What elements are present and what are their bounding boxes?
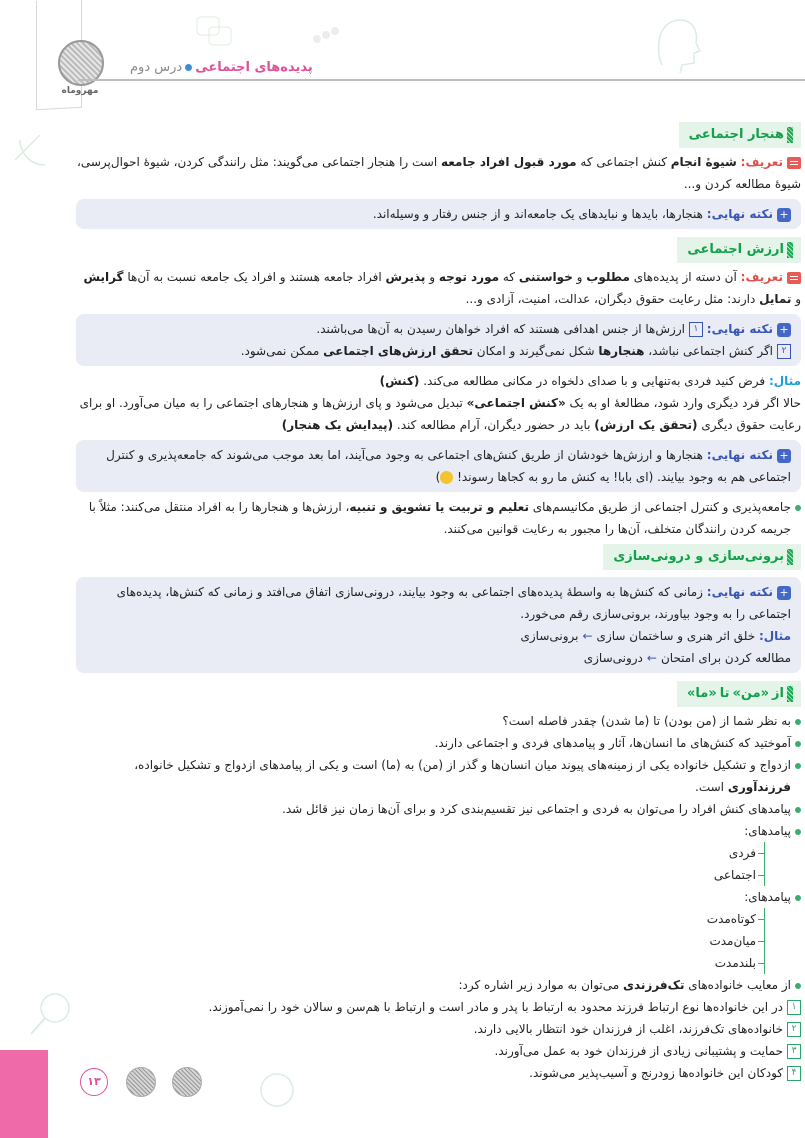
example-row [86,647,791,669]
note-item [86,318,791,340]
text-span: هنجار اجتماعی [688,127,784,142]
magnifier-icon [25,990,75,1040]
drawback-item [76,1018,801,1040]
sad-face-icon [440,471,453,484]
text-span: که [499,270,519,284]
note-plus-icon: + [777,586,791,600]
bullet-item [76,732,801,754]
section-bar-icon [787,549,793,565]
bullet-consequences-type [76,820,801,842]
definition-norm [76,151,801,195]
text-span: تمایل [759,292,792,306]
drawback-item [76,1040,801,1062]
note-plus-icon: + [777,449,791,463]
bullet-consequences-time [76,886,801,908]
text-span: و [572,270,587,284]
bullet-socialization [76,496,801,540]
page-content [76,118,801,1084]
number-badge: ۲ [787,1022,801,1037]
section-bar-icon [787,686,793,702]
text-span: از معایب خانواده‌های [684,978,791,992]
text-span: خلق اثر هنری و ساختمان سازی [596,629,756,643]
text-span: ممکن نمی‌شود. [240,344,324,358]
text-span: تعریف: [740,155,783,169]
example-value-continued [76,392,801,436]
text-span: ) [435,470,441,484]
lesson-label: درس دوم [130,60,183,75]
text-span: ارزش اجتماعی [687,242,784,257]
text-span: برونی‌سازی [520,629,579,643]
bullet-item [76,710,801,732]
hatched-circle-icon [172,1067,202,1097]
bullet-item [76,798,801,820]
text-span: تعریف: [740,270,783,284]
page-edge-tab [0,1050,48,1138]
text-span: هنجارها [598,344,645,358]
text-span: تبدیل می‌شود و پای ارزش‌ها و هنجارهای اجتماعی را به میان می‌آورد. او برای رعایت حقوق دیگری [79,396,801,432]
text-span: «کنش اجتماعی» [466,396,566,410]
number-badge: ۳ [787,1044,801,1059]
text-span: هنجارها و ارزش‌ها خودشان از طریق کنش‌های اجتماعی به وجود می‌آیند، اما بعد موجب می‌شوند که جامعه‌پذیری و کنترل اجتماعی هم به وجود بیایند. (ای بابا! یه کنش ما رو به کجاها رسوند! [106,448,791,484]
text-span: مثال: [768,374,801,388]
example-row [86,625,791,647]
text-span: اگر کنش اجتماعی نباشد، [644,344,773,358]
text-span: است را هنجار اجتماعی می‌گویند: مثل رانندگی کردن، شیوهٔ احوال‌پرسی، شیوهٔ مطالعه کردن و... [76,155,801,191]
text-span: از [772,686,784,701]
text-span: مورد قبول افراد جامعه [441,155,577,169]
number-badge: ۱ [787,1000,801,1015]
text-span: باید در حضور دیگران، آرام مطالعه کند. [393,418,595,432]
final-note-value-2 [76,440,801,492]
drawback-item [76,996,801,1018]
note-item [86,340,791,362]
definition-icon [787,272,801,284]
text-span: فرض کنید فردی به‌تنهایی و با صدای دلخواه در مکانی مطالعه می‌کند. [419,374,766,388]
text-span: می‌توان به موارد زیر اشاره کرد: [458,978,623,992]
speech-bubbles-icon [195,15,235,51]
text-span: آن دسته از پدیده‌های [629,270,737,284]
text-span: حمایت و پشتیبانی زیادی از فرزندان خود به عمل می‌آورند. [494,1044,783,1058]
tree-item: میان‌مدت [676,930,756,952]
header-divider [78,79,805,81]
text-span: پیامدهای: [744,890,791,904]
tree-item: اجتماعی [676,864,756,886]
text-span: است. [695,780,728,794]
text-span: ، ارزش‌ها و هنجارها را به افراد منتقل می‌کنند: مثلاً با جریمه کردن رانندگان متخلف، آن‌ها را مجبور به رعایت قوانین می‌کنند. [88,500,791,536]
example-value [76,370,801,392]
text-span: خانواده‌های تک‌فرزند، اغلب از فرزندان خود انتظار بالایی دارند. [473,1022,783,1036]
hatched-circle-icon [126,1067,156,1097]
definition-value [76,266,801,310]
satellite-dish-icon [10,120,70,170]
text-span: تک‌فرزندی [623,978,685,992]
text-span: جامعه‌پذیری و کنترل اجتماعی از طریق مکانیسم‌های [528,500,791,514]
bullet-drawbacks [76,974,801,996]
note-plus-icon: + [777,323,791,337]
text-span: پذیرش [385,270,426,284]
text-span: نکته نهایی: [706,585,773,599]
section-title-value [677,237,801,263]
text-span: پیامدهای کنش افراد را می‌توان به فردی و اجتماعی نیز تقسیم‌بندی کرد و برای آن‌ها زمان نیز قائل شد. [282,802,791,816]
text-span: «من» [732,686,770,701]
text-span: حالا اگر فرد دیگری وارد شود، مطالعهٔ او به یک [565,396,801,410]
text-span: تعلیم و تربیت یا تشویق و تنبیه [349,500,529,514]
text-span: دارند: مثل رعایت حقوق دیگران، عدالت، امنیت، آزادی و... [465,292,760,306]
section-title-externalization [603,544,801,570]
definition-icon [787,157,801,169]
final-note-value [76,314,801,366]
text-span: (پیدایش یک هنجار) [281,418,394,432]
text-span: نکته نهایی: [706,448,773,462]
text-span: پیامدهای: [744,824,791,838]
text-span: تحقق ارزش‌های اجتماعی [323,344,473,358]
section-bar-icon [787,242,793,258]
text-span: کنش اجتماعی که [576,155,671,169]
section-bar-icon [787,127,793,143]
bullet-item [76,754,801,798]
text-span: زمانی که کنش‌ها به واسطهٔ پدیده‌های اجتماعی به وجود بیایند، درونی‌سازی اتفاق می‌افتد و زمانی که کنش‌ها، پدیده‌های اجتماعی را به وجود بیاورند، برونی‌سازی رقم می‌خورد. [116,585,791,621]
text-span: (تحقق یک ارزش) [594,418,698,432]
text-span: فرزندآوری [727,780,791,794]
text-span: ارزش‌ها از جنس اهدافی هستند که افراد خواهان رسیدن به آن‌ها می‌باشند. [316,322,685,336]
section-title-norm [679,122,801,148]
text-span: برونی‌سازی و درونی‌سازی [613,549,784,564]
text-span: مورد توجه [438,270,500,284]
text-span: کودکان این خانواده‌ها زودرنج و آسیب‌پذیر می‌شوند. [529,1066,783,1080]
final-note-externalization [76,577,801,673]
note-plus-icon: + [777,208,791,222]
chapter-title: پدیده‌های اجتماعی [195,60,313,75]
tree-item: فردی [676,842,756,864]
text-span: تا [719,686,730,701]
head-brain-icon [652,15,702,75]
text-span: گرایش [83,270,124,284]
text-span: مطلوب [586,270,630,284]
dots-icon [312,25,342,45]
breadcrumb [130,60,313,75]
text-span: مطالعه کردن برای امتحان [660,651,791,665]
text-span: درونی‌سازی [583,651,643,665]
text-span: خواستنی [518,270,573,284]
text-span: هنجارها، بایدها و نبایدهای یک جامعه‌اند و از جنس رفتار و وسیله‌اند. [372,207,703,221]
text-span: و [425,270,439,284]
text-span: (کنش) [379,374,420,388]
publisher-name: مهروماه [61,86,99,96]
number-badge: ۲ [777,344,791,359]
final-note-norm [76,199,801,229]
text-span: ازدواج و تشکیل خانواده یکی از زمینه‌های پیوند میان انسان‌ها و گذر از (من) به (ما) است و یکی از پیامدهای ازدواج و تشکیل خانواده، [134,758,791,772]
tree-item: بلندمدت [676,952,756,974]
arrow-left-icon: ← [646,651,657,665]
text-span: «ما» [687,686,717,701]
tree-item: کوتاه‌مدت [676,908,756,930]
text-span: و [791,292,801,306]
section-title-me-to-we [677,681,801,707]
number-badge: ۱ [689,322,703,337]
text-span: در این خانواده‌ها نوع ارتباط فرزند محدود به ارتباط با پدر و مادر است و ارتباط با هم‌سن و سالان خود را نمی‌آموزند. [208,1000,783,1014]
text-span: نکته نهایی: [706,207,773,221]
text-span: به نظر شما از (من بودن) تا (ما شدن) چقدر فاصله است؟ [502,714,791,728]
text-span: آموختید که کنش‌های ما انسان‌ها، آثار و پیامدهای فردی و اجتماعی دارند. [434,736,791,750]
number-badge: ۴ [787,1066,801,1081]
text-span: افراد جامعه هستند و افراد یک جامعه نسبت به آن‌ها [123,270,386,284]
text-span: مثال: [758,629,791,643]
text-span: شیوهٔ انجام [670,155,737,169]
separator-dot-icon [185,64,192,71]
page-number: ۱۳ [80,1068,108,1096]
text-span: شکل نمی‌گیرند و امکان [472,344,599,358]
tree-consequences-time [676,908,765,974]
tree-consequences-type [676,842,765,886]
arrow-left-icon: ← [582,629,593,643]
text-span: نکته نهایی: [706,322,773,336]
